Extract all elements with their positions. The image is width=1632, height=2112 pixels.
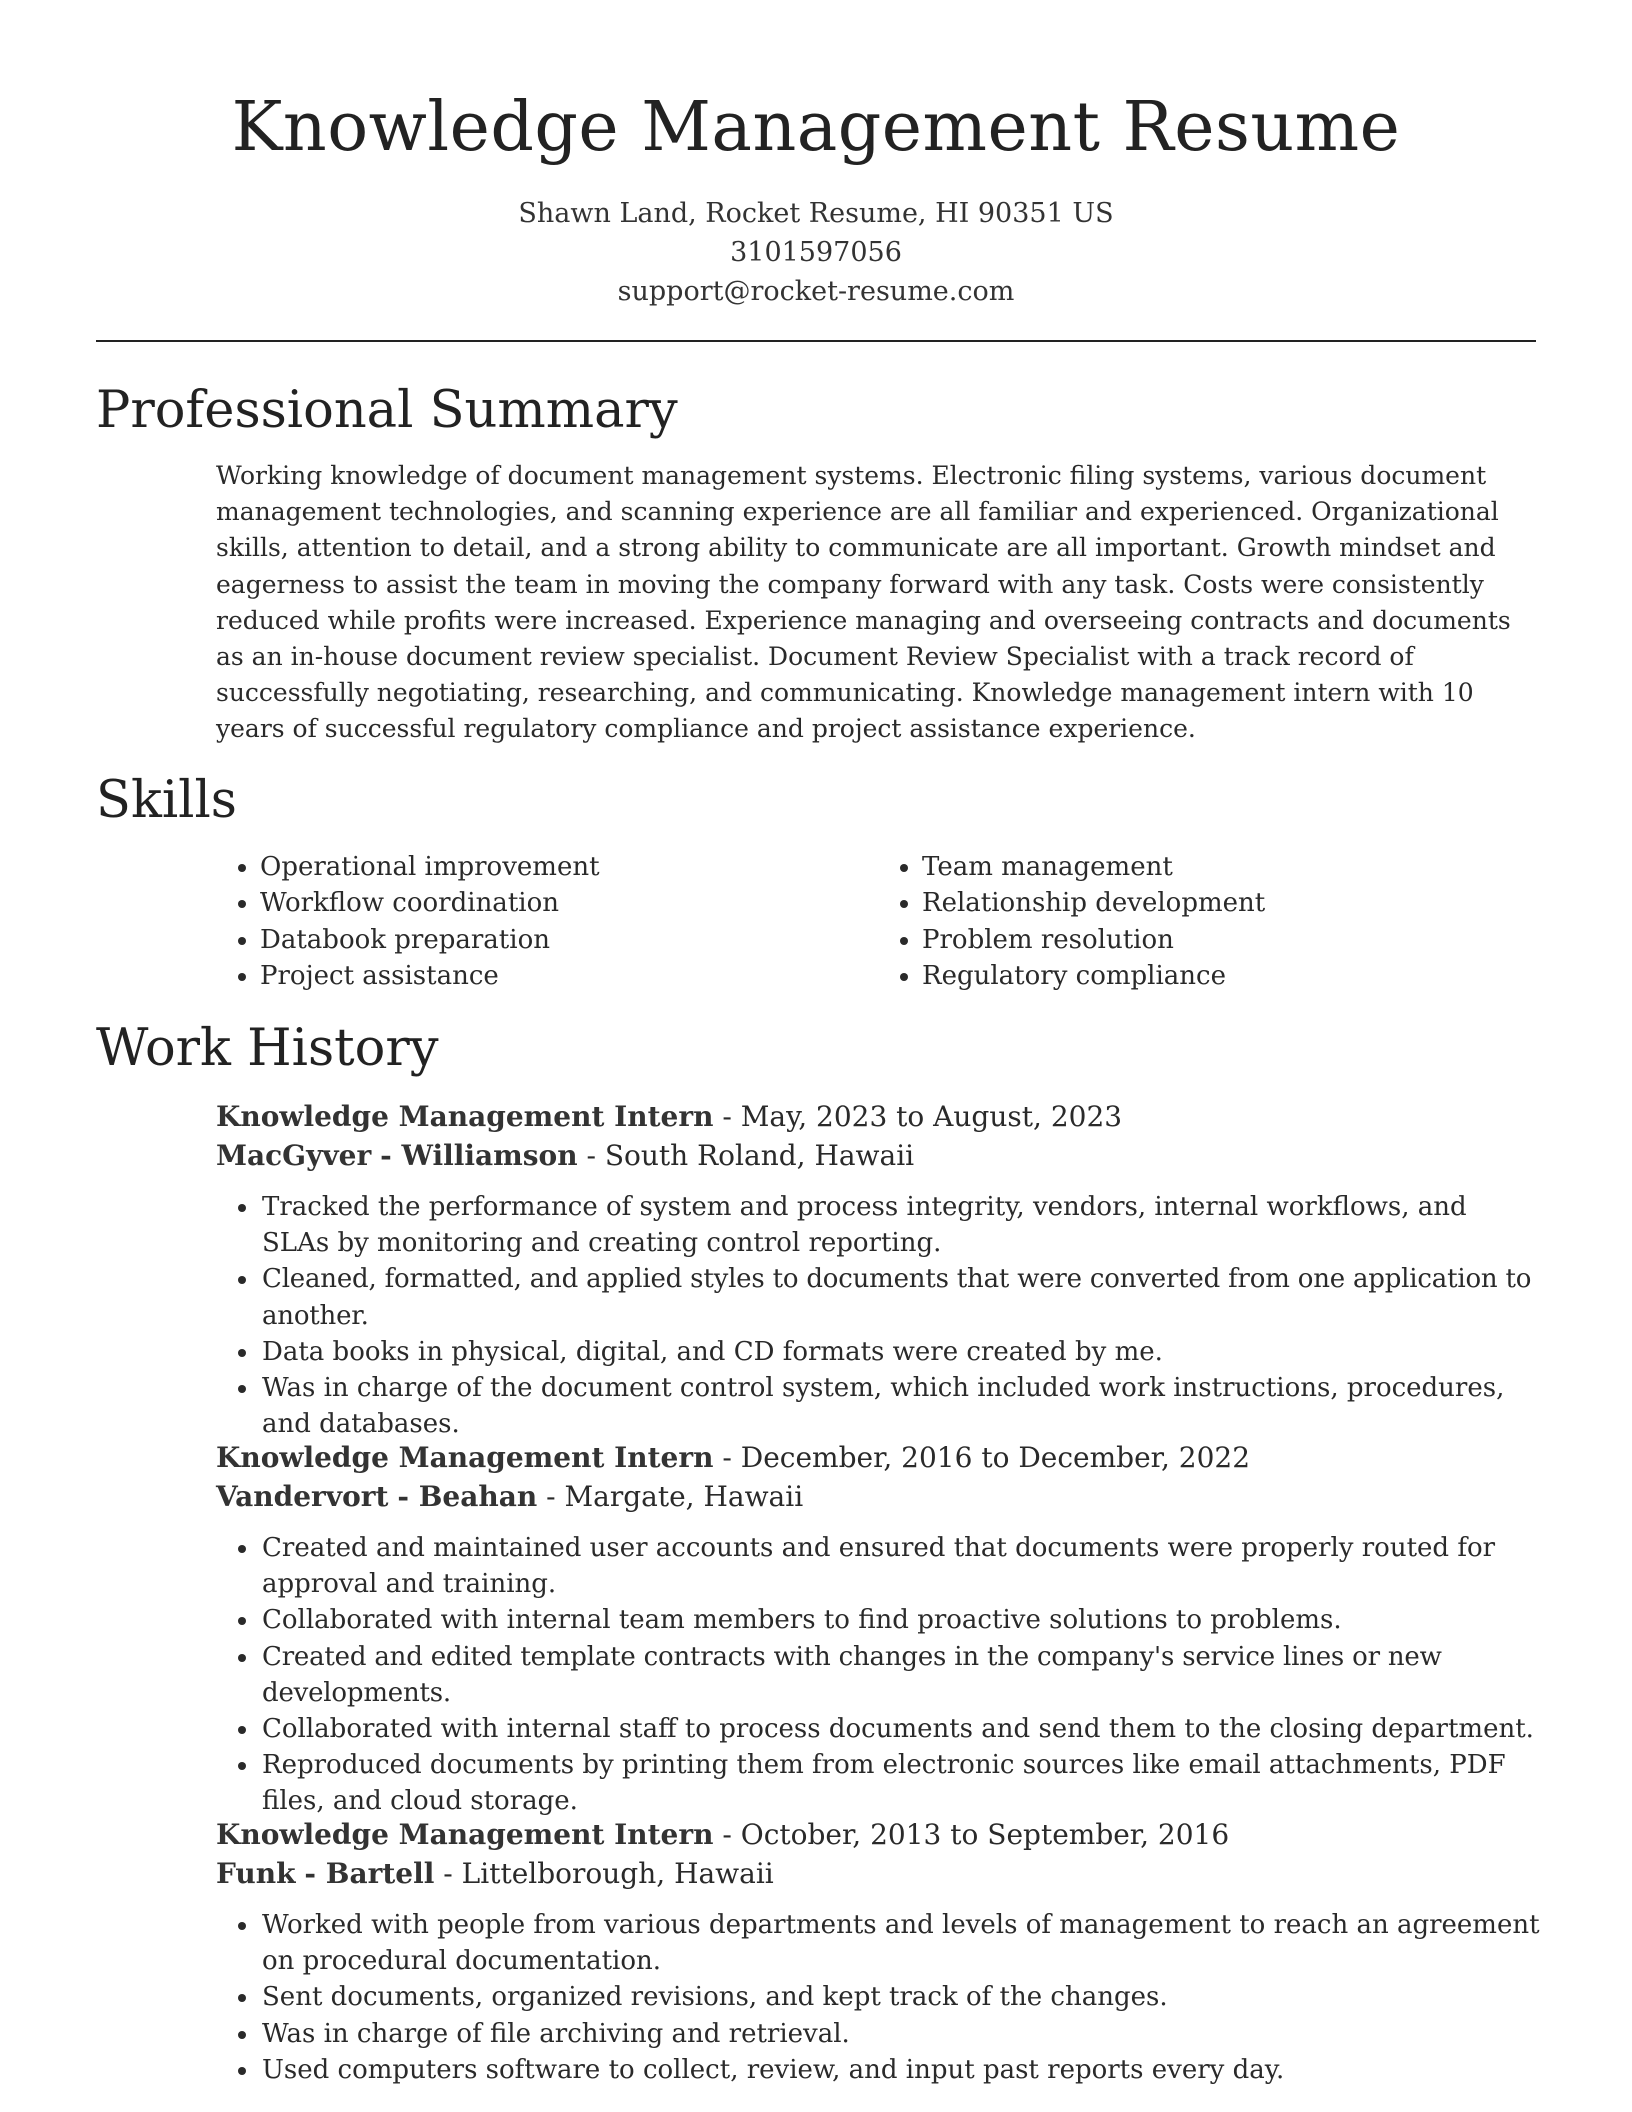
separator: - (722, 1100, 741, 1133)
skills-column-right (878, 849, 1540, 995)
skill-item: • Workflow coordination (260, 885, 878, 921)
job-bullet: • Sent documents, organized revisions, and kept track of the changes. (260, 1979, 1540, 2015)
job-bullet: • Was in charge of the document control system, which included work instructions, procedures, and databases. (260, 1370, 1540, 1442)
job-bullet: • Created and maintained user accounts and ensured that documents were properly routed for approval and training. (260, 1530, 1540, 1602)
job-bullet: • Worked with people from various departments and levels of management to reach an agreement on procedural documentation. (260, 1907, 1540, 1979)
job-bullet: • Data books in physical, digital, and CD formats were created by me. (260, 1334, 1540, 1370)
job-location: South Roland, Hawaii (604, 1139, 915, 1172)
job-bullets (216, 1189, 1540, 1442)
company-name: Funk (216, 1857, 296, 1890)
job-title-line (216, 1438, 1540, 1477)
job-title-line (216, 1815, 1540, 1854)
job-entry (216, 1815, 1540, 2088)
job-bullet: • Created and edited template contracts with changes in the company's service lines or new developments. (260, 1639, 1540, 1711)
job-dates: October, 2013 to September, 2016 (740, 1818, 1230, 1851)
skill-item: • Team management (922, 849, 1540, 885)
skill-item: • Databook preparation (260, 922, 878, 958)
job-bullet: • Collaborated with internal team members to find proactive solutions to problems. (260, 1602, 1540, 1638)
separator: - (586, 1139, 605, 1172)
job-bullet: • Cleaned, formatted, and applied styles to documents that were converted from one application to another. (260, 1261, 1540, 1333)
job-entry (216, 1438, 1540, 1820)
separator: - (546, 1480, 565, 1513)
section-title-work-history: Work History (96, 1019, 439, 1078)
skill-item: • Project assistance (260, 958, 878, 994)
separator: - (304, 1857, 326, 1890)
job-company-line (216, 1477, 1540, 1516)
separator: - (397, 1480, 419, 1513)
job-dates: December, 2016 to December, 2022 (740, 1441, 1251, 1474)
job-bullet: • Tracked the performance of system and process integrity, vendors, internal workflows, and SLAs by monitoring and creating control reporting. (260, 1189, 1540, 1261)
job-bullet: • Was in charge of file archiving and retrieval. (260, 2016, 1540, 2052)
company-name: Vandervort (216, 1480, 389, 1513)
separator: - (443, 1857, 462, 1890)
job-dates: May, 2023 to August, 2023 (740, 1100, 1123, 1133)
job-bullet: • Reproduced documents by printing them from electronic sources like email attachments, PDF files, and cloud storage. (260, 1747, 1540, 1819)
resume-header (0, 0, 1632, 311)
skills-list (216, 849, 1540, 995)
separator: - (722, 1818, 741, 1851)
job-bullet: • Collaborated with internal staff to process documents and send them to the closing department. (260, 1711, 1540, 1747)
contact-info (0, 194, 1632, 311)
separator: - (380, 1139, 402, 1172)
separator: - (722, 1441, 741, 1474)
job-bullets (216, 1907, 1540, 2088)
job-company-line (216, 1136, 1540, 1175)
resume-title: Knowledge Management Resume (231, 88, 1401, 167)
skills-column-left (216, 849, 878, 995)
contact-phone: 3101597056 (730, 237, 902, 268)
skill-item: • Problem resolution (922, 922, 1540, 958)
company-name: Beahan (418, 1480, 538, 1513)
job-title: Knowledge Management Intern (216, 1818, 714, 1851)
job-entry (216, 1097, 1540, 1442)
job-bullet: • Used computers software to collect, review, and input past reports every day. (260, 2052, 1540, 2088)
job-location: Margate, Hawaii (564, 1480, 804, 1513)
contact-address: Shawn Land, Rocket Resume, HI 90351 US (518, 198, 1114, 229)
company-name: MacGyver (216, 1139, 372, 1172)
skill-item: • Relationship development (922, 885, 1540, 921)
company-name: Williamson (401, 1139, 578, 1172)
skill-item: • Operational improvement (260, 849, 878, 885)
job-location: Littelborough, Hawaii (461, 1857, 774, 1890)
job-title: Knowledge Management Intern (216, 1100, 714, 1133)
skill-item: • Regulatory compliance (922, 958, 1540, 994)
job-bullets (216, 1530, 1540, 1820)
section-title-skills: Skills (96, 771, 237, 830)
job-company-line (216, 1854, 1540, 1893)
section-title-summary: Professional Summary (96, 381, 678, 440)
job-title: Knowledge Management Intern (216, 1441, 714, 1474)
job-title-line (216, 1097, 1540, 1136)
company-name: Bartell (325, 1857, 435, 1890)
contact-email: support@rocket-resume.com (617, 276, 1015, 307)
summary-text: Working knowledge of document management systems. Electronic filing systems, various document management technologies, and scanning experience are all familiar and experienced. Organizational skills, attention to detail, and a strong ability to communicate are all important. Growth mindset and eagerness to assist the team in moving the company forward with any task. Costs were consistently reduced while profits were increased. Experience managing and overseeing contracts and documents as an in-house document review specialist. Document Review Specialist with a track record of successfully negotiating, researching, and communicating. Knowledge management intern with 10 years of successful regulatory compliance and project assistance experience. (216, 461, 1511, 744)
header-divider (96, 340, 1536, 342)
